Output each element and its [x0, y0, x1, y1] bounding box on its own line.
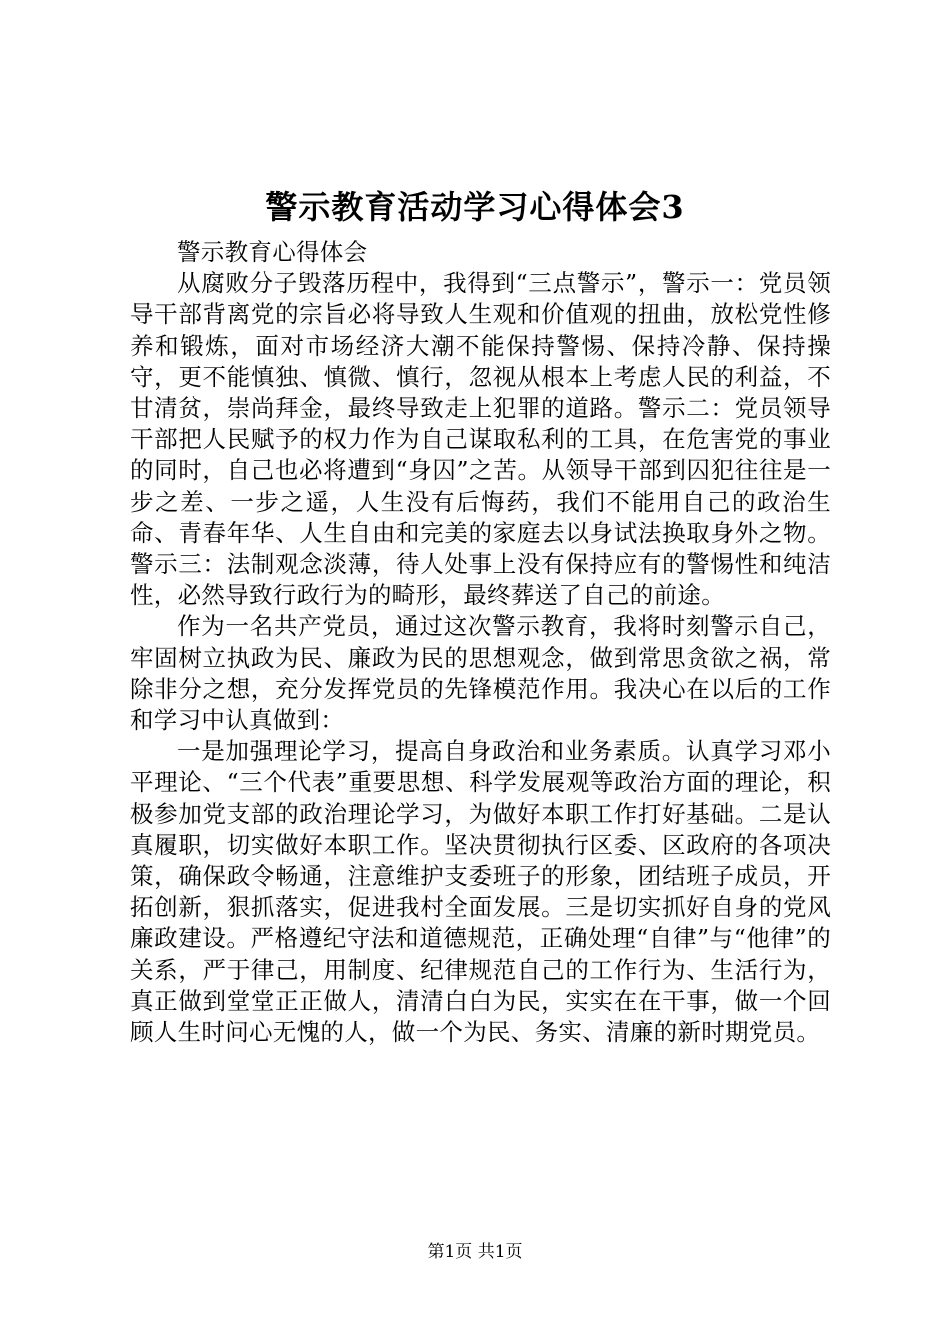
paragraph-warnings: 从腐败分子毁落历程中，我得到“三点警示”，警示一：党员领导干部背离党的宗旨必将导致人生观和价值观的扭曲，放松党性修养和锻炼，面对市场经济大潮不能保持警惕、保持冷静、保持操守，更不能慎独、慎微、慎行，忽视从根本上考虑人民的利益，不甘清贫，崇尚拜金，最终导致走上犯罪的道路。警示二：党员领导干部把人民赋予的权力作为自己谋取私利的工具，在危害党的事业的同时，自己也必将遭到“身囚”之苦。从领导干部到囚犯往往是一步之差、一步之遥，人生没有后悔药，我们不能用自己的政治生命、青春年华、人生自由和完美的家庭去以身试法换取身外之物。警示三：法制观念淡薄，待人处事上没有保持应有的警惕性和纯洁性，必然导致行政行为的畸形，最终葬送了自己的前途。	[130, 269, 831, 610]
document-title: 警示教育活动学习心得体会3	[265, 188, 685, 226]
page-number-footer: 第1页 共1页	[427, 1242, 523, 1262]
document-subtitle: 警示教育心得体会	[177, 238, 368, 266]
document-body	[130, 237, 831, 1048]
paragraph-actions: 一是加强理论学习，提高自身政治和业务素质。认真学习邓小平理论、“三个代表”重要思想、科学发展观等政治方面的理论，积极参加党支部的政治理论学习，为做好本职工作打好基础。二是认真履职，切实做好本职工作。坚决贯彻执行区委、区政府的各项决策，确保政令畅通，注意维护支委班子的形象，团结班子成员，开拓创新，狠抓落实，促进我村全面发展。三是切实抓好自身的党风廉政建设。严格遵纪守法和道德规范，正确处理“自律”与“他律”的关系，严于律己，用制度、纪律规范自己的工作行为、生活行为，真正做到堂堂正正做人，清清白白为民，实实在在干事，做一个回顾人生时问心无愧的人，做一个为民、务实、清廉的新时期党员。	[130, 737, 831, 1047]
paragraph-resolution: 作为一名共产党员，通过这次警示教育，我将时刻警示自己，牢固树立执政为民、廉政为民的思想观念，做到常思贪欲之祸，常除非分之想，充分发挥党员的先锋模范作用。我决心在以后的工作和学习中认真做到：	[130, 612, 831, 735]
